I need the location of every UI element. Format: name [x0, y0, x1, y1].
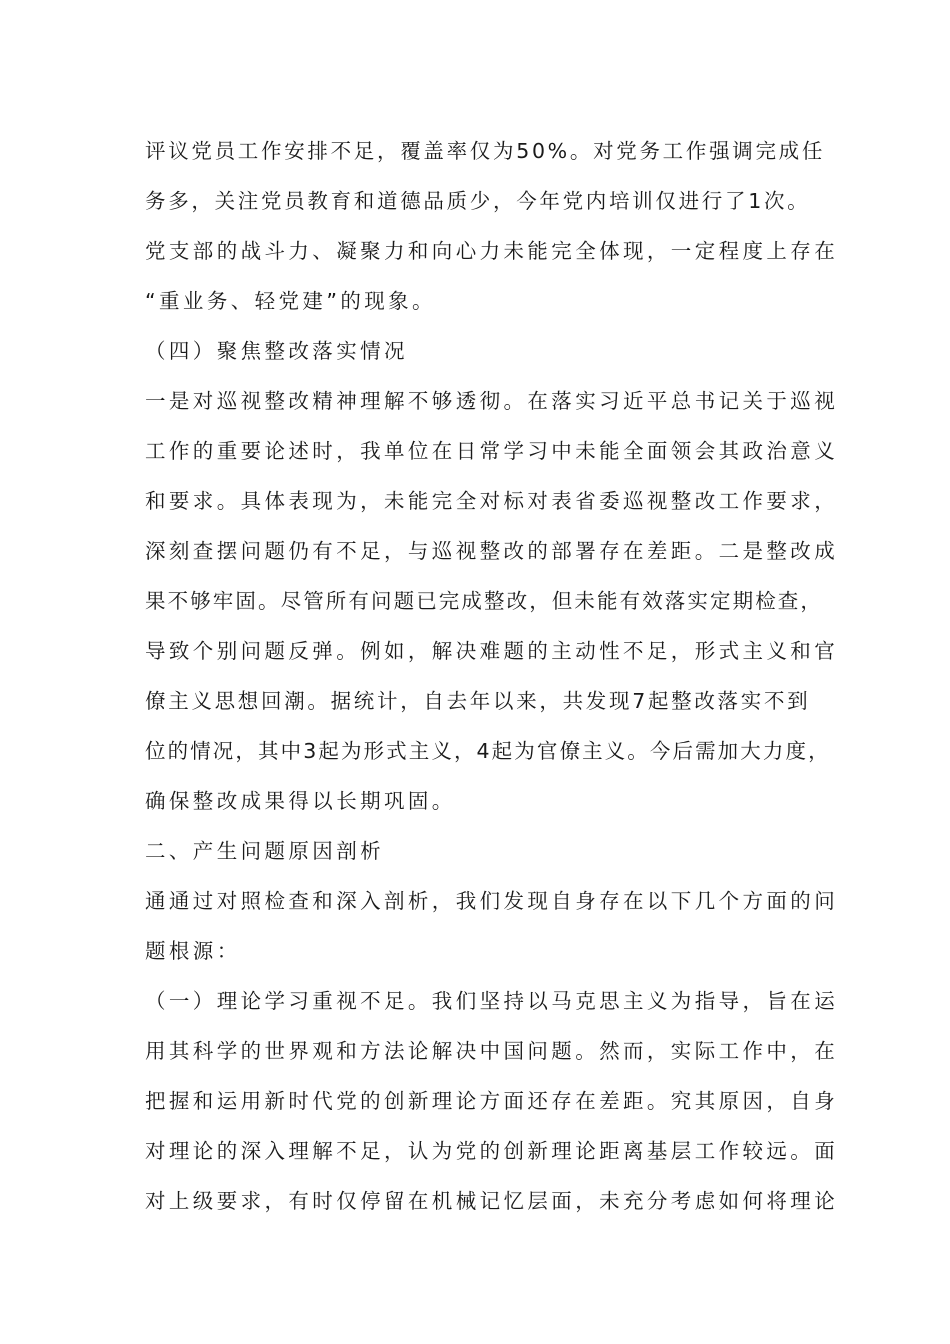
text-line: 评议党员工作安排不足，覆盖率仅为50%。对党务工作强调完成任 — [145, 139, 826, 163]
text-line: （一）理论学习重视不足。我们坚持以马克思主义为指导，旨在运 — [145, 989, 839, 1013]
text-line: 对理论的深入理解不足，认为党的创新理论距离基层工作较远。面 — [145, 1139, 839, 1163]
text-line: 一是对巡视整改精神理解不够透彻。在落实习近平总书记关于巡视 — [145, 389, 839, 413]
text-line: 题根源： — [145, 939, 241, 963]
text-line: 和要求。具体表现为，未能完全对标对表省委巡视整改工作要求， — [145, 489, 839, 513]
text-line: 务多，关注党员教育和道德品质少，今年党内培训仅进行了1次。 — [145, 189, 811, 213]
text-line: 把握和运用新时代党的创新理论方面还存在差距。究其原因，自身 — [145, 1089, 839, 1113]
text-line: 确保整改成果得以长期巩固。 — [145, 789, 456, 813]
section-heading: 二、产生问题原因剖析 — [145, 839, 384, 863]
text-line: 僚主义思想回潮。据统计，自去年以来，共发现7起整改落实不到 — [145, 689, 811, 713]
text-line: 导致个别问题反弹。例如，解决难题的主动性不足，形式主义和官 — [145, 639, 839, 663]
text-line: 用其科学的世界观和方法论解决中国问题。然而，实际工作中，在 — [145, 1039, 839, 1063]
text-line: 通通过对照检查和深入剖析，我们发现自身存在以下几个方面的问 — [145, 889, 839, 913]
text-line: 位的情况，其中3起为形式主义，4起为官僚主义。今后需加大力度， — [145, 739, 831, 763]
section-heading: （四）聚焦整改落实情况 — [145, 339, 408, 363]
text-line: 对上级要求，有时仅停留在机械记忆层面，未充分考虑如何将理论 — [145, 1189, 839, 1213]
text-line: 果不够牢固。尽管所有问题已完成整改，但未能有效落实定期检查， — [145, 589, 823, 613]
text-line: 党支部的战斗力、凝聚力和向心力未能完全体现，一定程度上存在 — [145, 239, 839, 263]
text-line: 深刻查摆问题仍有不足，与巡视整改的部署存在差距。二是整改成 — [145, 539, 839, 563]
text-line: “重业务、轻党建”的现象。 — [145, 289, 436, 313]
body-text — [145, 126, 839, 1226]
text-line: 工作的重要论述时，我单位在日常学习中未能全面领会其政治意义 — [145, 439, 839, 463]
